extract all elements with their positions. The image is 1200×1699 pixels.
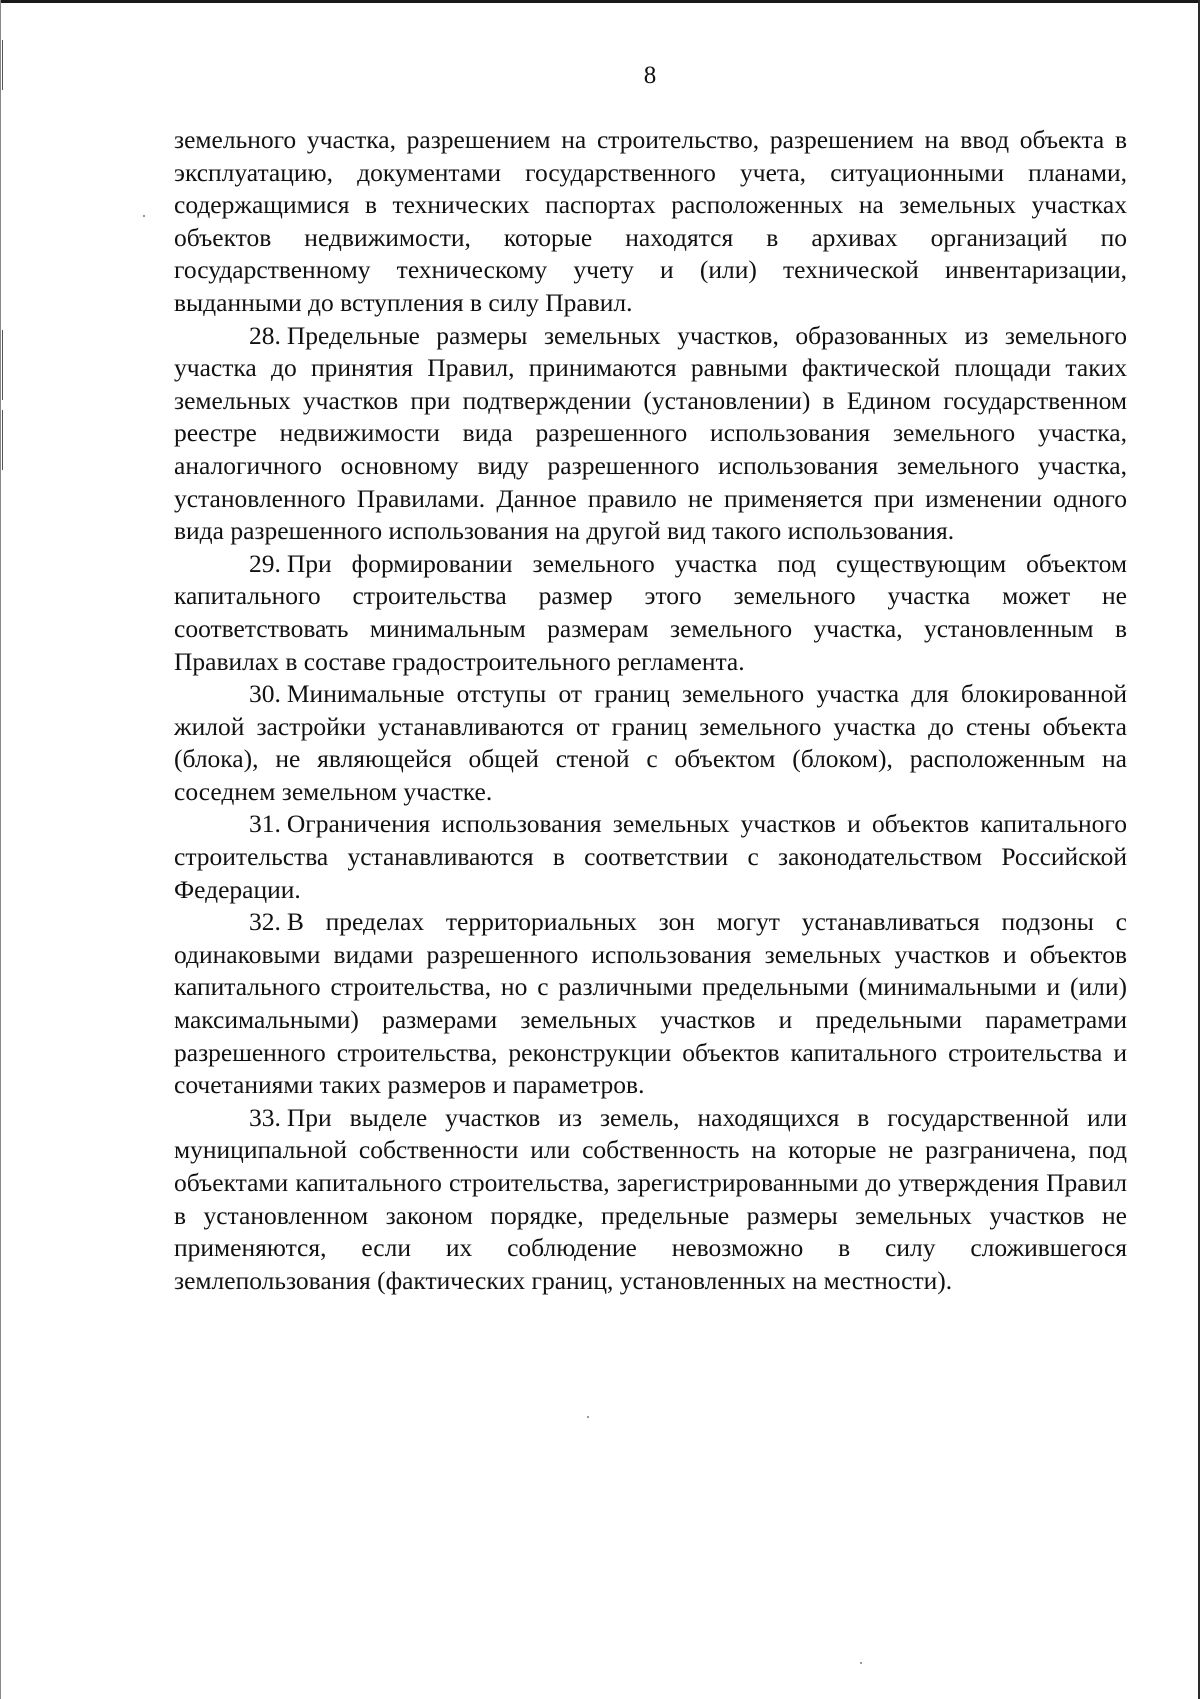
scan-margin-mark [2,410,3,470]
paragraph-text: Предельные размеры земельных участков, образованных из земельного участка до принятия Правил, принимаются равными фактической площади таких земельных участков при подтверждении (установлении) в Едином государственном реестре недвижимости вида разрешенного использования земельного участка, аналогичного основному виду разрешенного использования земельного участка, установленного Правилами. Данное правило не применяется при изменении одного вида разрешенного использования на другой вид такого использования. [174,320,1127,546]
scan-left-edge [0,0,1,1699]
paragraph-text: При формировании земельного участка под существующим объектом капитального строительства размер этого земельного участка может не соответствовать минимальным размерам земельного участка, установленным в Правилах в составе градостроительного регламента. [174,548,1127,676]
paragraph-28 [174,320,1127,548]
scan-margin-mark [2,330,3,400]
paragraph-continuation [174,124,1127,320]
paragraph-text: В пределах территориальных зон могут устанавливаться подзоны с одинаковыми видами разрешенного использования земельных участков и объектов капитального строительства, но с различными предельными (минимальными и (или) максимальными) размерами земельных участков и предельными параметрами разрешенного строительства, реконструкции объектов капитального строительства и сочетаниями таких размеров и параметров. [174,907,1127,1100]
scan-speck [860,1662,862,1664]
paragraph-32 [174,906,1127,1102]
scan-speck [587,1416,589,1418]
paragraph-text: земельного участка, разрешением на строительство, разрешением на ввод объекта в эксплуатацию, документами государственного учета, ситуационными планами, содержащимися в технических паспортах расположенных на земельных участках объектов недвижимости, которые находятся в архивах организаций по государственному техническому учету и (или) технической инвентаризации, выданными до вступления в силу Правил. [174,125,1127,317]
scan-speck [143,215,145,217]
scan-top-edge [0,0,1200,3]
paragraph-33 [174,1102,1127,1298]
paragraph-number: 33. [249,1102,281,1132]
paragraph-number: 31. [249,809,281,839]
document-body [174,124,1127,1297]
paragraph-text: Ограничения использования земельных участков и объектов капитального строительства устанавливаются в соответствии с законодательством Российской Федерации. [174,809,1127,904]
paragraph-number: 32. [249,907,281,937]
paragraph-30 [174,678,1127,808]
paragraph-number: 28. [249,320,281,350]
paragraph-29 [174,548,1127,678]
paragraph-31 [174,808,1127,906]
page-number: 8 [643,62,657,89]
paragraph-text: Минимальные отступы от границ земельного участка для блокированной жилой застройки устанавливаются от границ земельного участка до стены объекта (блока), не являющейся общей стеной с объектом (блоком), расположенным на соседнем земельном участке. [174,679,1127,806]
paragraph-text: При выделе участков из земель, находящихся в государственной или муниципальной собственности или собственность на которые не разграничена, под объектами капитального строительства, зарегистрированными до утверждения Правил в установленном законом порядке, предельные размеры земельных участков не применяются, если их соблюдение невозможно в силу сложившегося землепользования (фактических границ, установленных на местности). [174,1102,1127,1295]
paragraph-number: 30. [249,679,281,709]
paragraph-number: 29. [249,548,281,578]
